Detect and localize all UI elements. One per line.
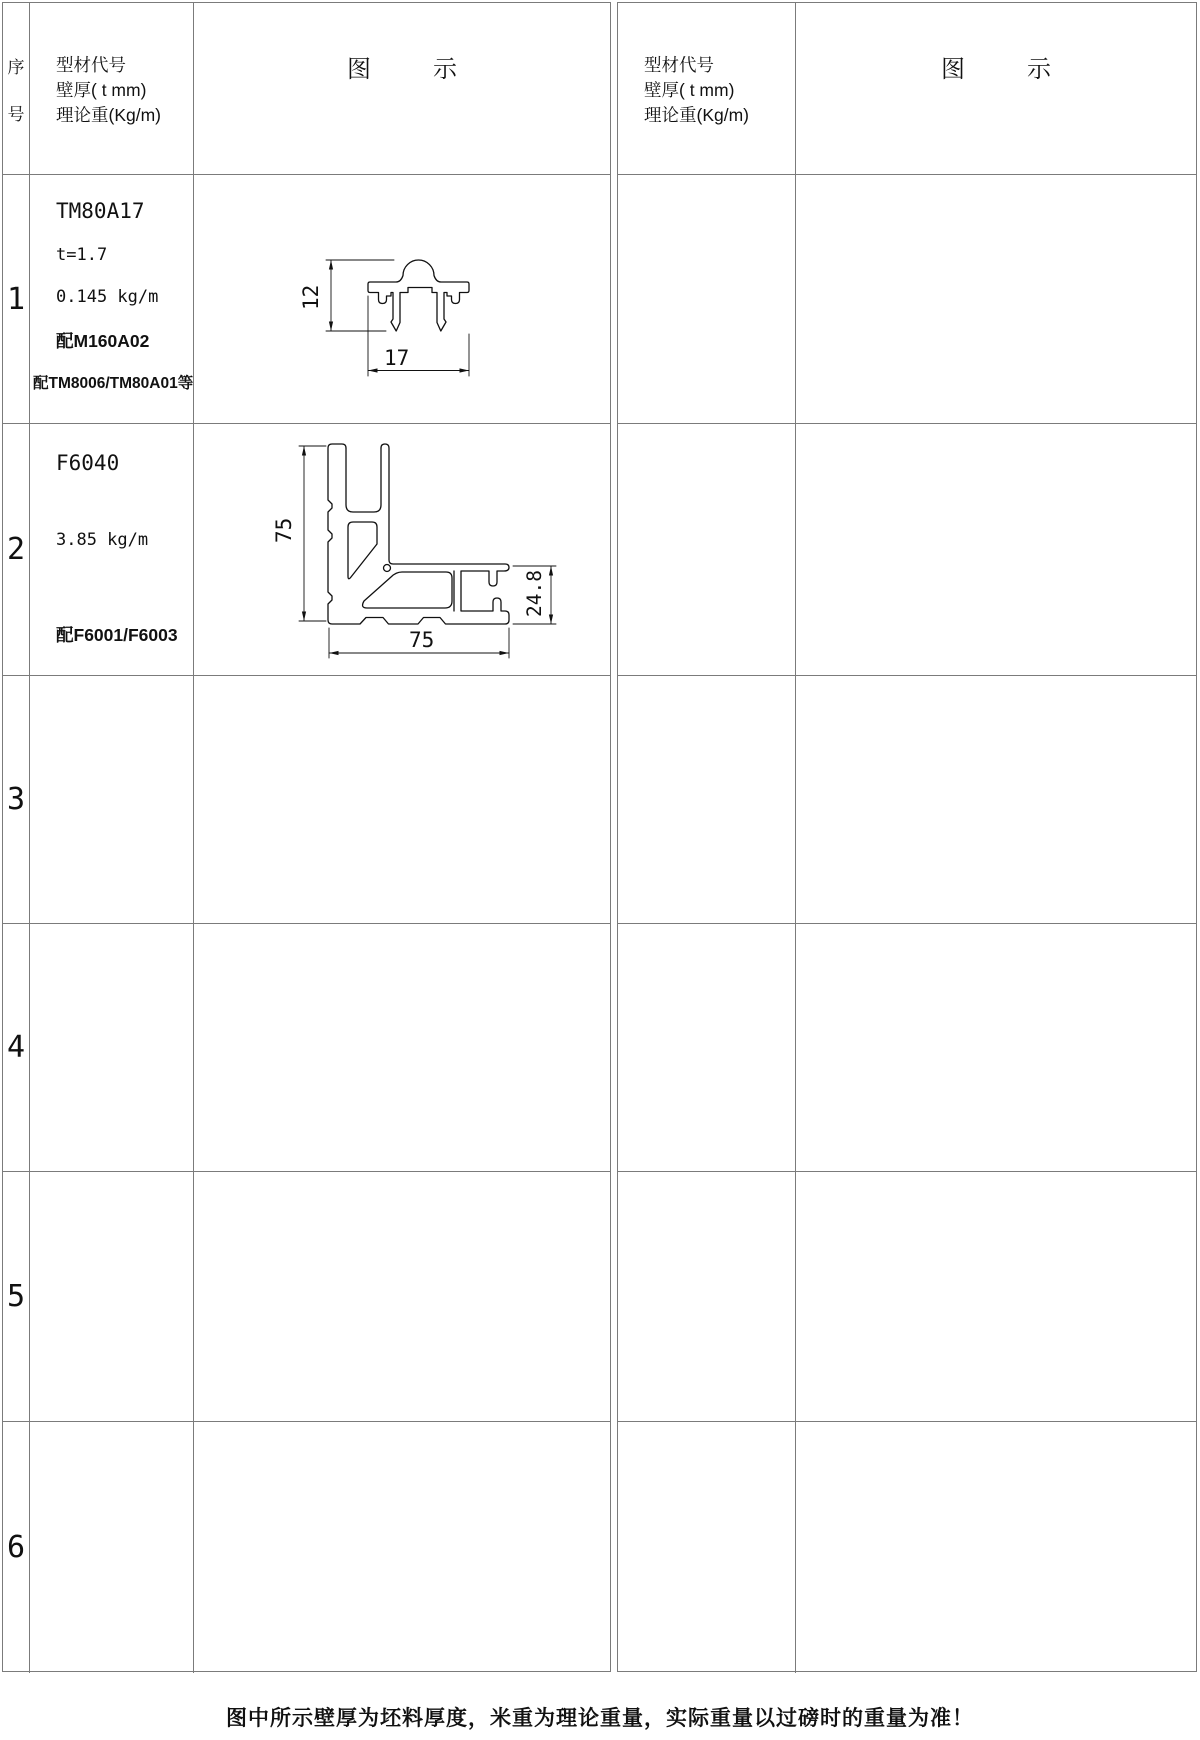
profile-corner-cell	[363, 572, 452, 608]
diagram-header-char2: 示	[433, 56, 457, 83]
right-header-diagram-cell	[796, 3, 1196, 175]
arrowhead	[460, 368, 470, 372]
row3-seq-cell: 3	[3, 676, 30, 924]
row2-spec-cell	[30, 424, 194, 676]
left-header-seq-cell	[3, 3, 30, 175]
spec-header-line2: 壁厚( t mm)	[56, 80, 147, 100]
arrowhead	[329, 651, 339, 655]
row3-diagram-cell	[194, 676, 610, 924]
right-table	[617, 2, 1197, 1672]
arrowhead	[329, 260, 333, 270]
row5-spec-cell	[30, 1172, 194, 1422]
spec-header-line1: 型材代号	[56, 55, 126, 75]
row1-wall-thickness: t=1.7	[56, 245, 108, 265]
right-row6-spec-cell	[618, 1422, 796, 1673]
right-row2-diagram-cell	[796, 424, 1196, 676]
arrowhead	[549, 615, 553, 625]
diagram-header-char1: 图	[347, 56, 371, 83]
row4-spec-cell	[30, 924, 194, 1172]
row2-seq-cell: 2	[3, 424, 30, 676]
left-table	[2, 2, 611, 1672]
row5-diagram-cell	[194, 1172, 610, 1422]
row1-matching-profile-2: 配TM8006/TM80A01等	[33, 375, 194, 392]
right-row3-spec-cell	[618, 676, 796, 924]
profile-chamber	[348, 522, 377, 579]
row4-seq-cell: 4	[3, 924, 30, 1172]
footer-note: 图中所示壁厚为坯料厚度，米重为理论重量，实际重量以过磅时的重量为准！	[226, 1707, 974, 1730]
row6-spec-cell	[30, 1422, 194, 1673]
row1-profile-code: TM80A17	[56, 199, 145, 223]
profile-corner-hole	[384, 565, 391, 572]
profile-outline	[328, 444, 509, 624]
dim-label-width: 75	[409, 628, 435, 652]
diagram-header-char2: 示	[1027, 56, 1051, 83]
right-row4-diagram-cell	[796, 924, 1196, 1172]
dim-label-height: 12	[299, 284, 323, 310]
row1-unit-weight: 0.145 kg/m	[56, 287, 159, 307]
left-header-diagram-cell	[194, 3, 610, 175]
row6-seq-cell: 6	[3, 1422, 30, 1673]
spec-header-line2: 壁厚( t mm)	[644, 80, 735, 100]
right-row2-spec-cell	[618, 424, 796, 676]
dim-label-width: 17	[384, 346, 410, 370]
right-row5-diagram-cell	[796, 1172, 1196, 1422]
dim-label-height: 75	[272, 517, 296, 543]
row1-seq-cell: 1	[3, 175, 30, 424]
f6040-profile-drawing	[271, 436, 561, 671]
row2-diagram-cell	[194, 424, 610, 676]
arrowhead	[549, 566, 553, 576]
row1-matching-profile-1: 配M160A02	[56, 331, 150, 351]
spec-header-line3: 理论重(Kg/m)	[644, 105, 749, 125]
spec-header-line3: 理论重(Kg/m)	[56, 105, 161, 125]
row2-unit-weight: 3.85 kg/m	[56, 530, 149, 550]
seq-header-top: 序	[7, 57, 25, 77]
row1-spec-cell	[30, 175, 194, 424]
row2-profile-code: F6040	[56, 451, 120, 475]
row1-diagram-cell	[194, 175, 610, 424]
arrowhead	[500, 651, 510, 655]
row6-diagram-cell	[194, 1422, 610, 1673]
tm80a17-profile-drawing	[291, 246, 481, 381]
right-header-spec-cell	[618, 3, 796, 175]
profile-top-slot	[346, 448, 381, 512]
arrowhead	[329, 322, 333, 332]
profile-outline	[368, 260, 469, 331]
spec-header-line1: 型材代号	[644, 55, 714, 75]
right-row1-diagram-cell	[796, 175, 1196, 424]
arrowhead	[368, 368, 378, 372]
right-row5-spec-cell	[618, 1172, 796, 1422]
row2-matching-profile-1: 配F6001/F6003	[56, 625, 178, 645]
seq-header-bottom: 号	[7, 104, 25, 124]
right-row6-diagram-cell	[796, 1422, 1196, 1673]
dim-label-end-height: 24.8	[523, 570, 546, 617]
right-row4-spec-cell	[618, 924, 796, 1172]
arrowhead	[302, 446, 306, 456]
row4-diagram-cell	[194, 924, 610, 1172]
row3-spec-cell	[30, 676, 194, 924]
diagram-header-char1: 图	[941, 56, 965, 83]
right-row3-diagram-cell	[796, 676, 1196, 924]
arrowhead	[302, 612, 306, 622]
left-header-spec-cell	[30, 3, 194, 175]
right-row1-spec-cell	[618, 175, 796, 424]
row5-seq-cell: 5	[3, 1172, 30, 1422]
